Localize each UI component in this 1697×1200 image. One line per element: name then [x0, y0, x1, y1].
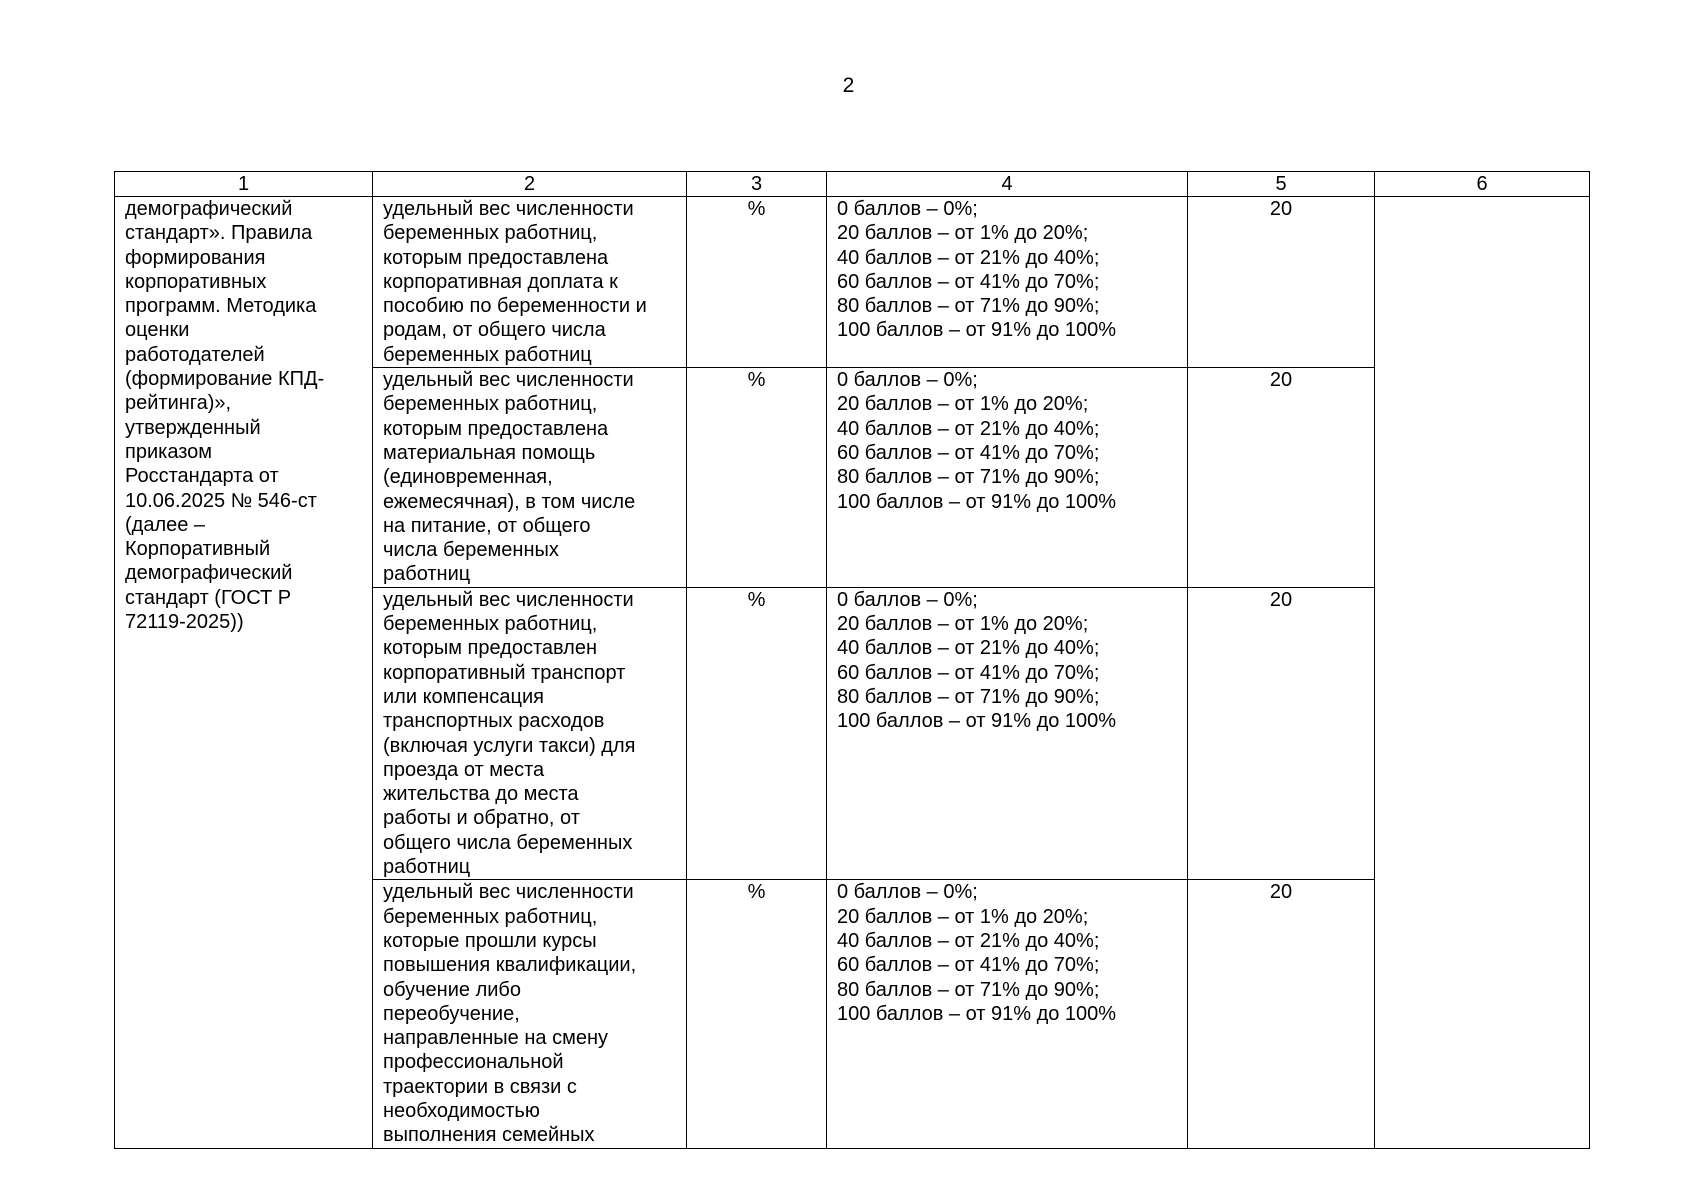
- reference-line: оценки: [125, 319, 190, 342]
- indicator-line: материальная помощь: [383, 441, 596, 464]
- reference-line: формирования: [125, 246, 266, 269]
- indicator-line: траектории в связи с: [383, 1075, 577, 1098]
- indicator-line: работниц: [383, 856, 471, 879]
- scale-line: 20 баллов – от 1% до 20%;: [837, 613, 1089, 636]
- reference-line: утвержденный: [125, 416, 261, 439]
- indicator-line: повышения квалификации,: [383, 954, 637, 977]
- indicator-line: которым предоставлен: [383, 637, 598, 660]
- unit-cell: %: [687, 197, 827, 368]
- scale-line: 80 баллов – от 71% до 90%;: [837, 685, 1100, 708]
- scale-line: 60 баллов – от 41% до 70%;: [837, 270, 1100, 293]
- indicator-line: необходимостью: [383, 1099, 540, 1122]
- column-header: 2: [373, 172, 687, 197]
- scale-line: 80 баллов – от 71% до 90%;: [837, 466, 1100, 489]
- indicator-line: направленные на смену: [383, 1027, 608, 1050]
- indicator-line: удельный вес численности: [383, 369, 634, 392]
- scale-line: 20 баллов – от 1% до 20%;: [837, 222, 1089, 245]
- indicator-line: пособию по беременности и: [383, 295, 647, 318]
- column-header: 1: [115, 172, 373, 197]
- indicator-line: переобучение,: [383, 1002, 520, 1025]
- reference-line: стандарт». Правила: [125, 222, 313, 245]
- scale-line: 100 баллов – от 91% до 100%: [837, 490, 1117, 513]
- column-header: 4: [827, 172, 1188, 197]
- weight-cell: 20: [1188, 880, 1375, 1148]
- indicator-line: (включая услуги такси) для: [383, 734, 636, 757]
- indicator-line: на питание, от общего: [383, 514, 591, 537]
- indicator-line: удельный вес численности: [383, 881, 634, 904]
- column-header: 6: [1375, 172, 1590, 197]
- page-number: 2: [842, 74, 855, 97]
- indicator-line: которые прошли курсы: [383, 929, 597, 952]
- criteria-table: [114, 171, 1590, 1149]
- scale-line: 20 баллов – от 1% до 20%;: [837, 905, 1089, 928]
- scale-line: 0 баллов – 0%;: [837, 369, 978, 392]
- indicator-line: ежемесячная), в том числе: [383, 490, 636, 513]
- reference-line: Росстандарта от: [125, 465, 279, 488]
- indicator-cell: [373, 368, 687, 588]
- indicator-line: или компенсация: [383, 685, 544, 708]
- indicator-line: профессиональной: [383, 1051, 564, 1074]
- indicator-line: родам, от общего числа: [383, 319, 606, 342]
- indicator-line: беременных работниц,: [383, 613, 598, 636]
- column-header: 3: [687, 172, 827, 197]
- scale-line: 60 баллов – от 41% до 70%;: [837, 954, 1100, 977]
- table-row: [115, 197, 1590, 368]
- scale-line: 60 баллов – от 41% до 70%;: [837, 441, 1100, 464]
- indicator-line: беременных работниц,: [383, 905, 598, 928]
- indicator-line: корпоративный транспорт: [383, 661, 626, 684]
- scale-line: 40 баллов – от 21% до 40%;: [837, 929, 1100, 952]
- reference-line: программ. Методика: [125, 295, 317, 318]
- reference-line: рейтинга)»,: [125, 392, 232, 415]
- scale-line: 100 баллов – от 91% до 100%: [837, 1002, 1117, 1025]
- indicator-line: корпоративная доплата к: [383, 270, 618, 293]
- column-header: 5: [1188, 172, 1375, 197]
- scale-line: 0 баллов – 0%;: [837, 881, 978, 904]
- scale-line: 40 баллов – от 21% до 40%;: [837, 246, 1100, 269]
- reference-line: Корпоративный: [125, 538, 271, 561]
- scale-cell: [827, 880, 1188, 1148]
- indicator-line: числа беременных: [383, 539, 559, 562]
- reference-line: корпоративных: [125, 270, 267, 293]
- unit-cell: %: [687, 587, 827, 880]
- scale-line: 40 баллов – от 21% до 40%;: [837, 637, 1100, 660]
- scale-line: 100 баллов – от 91% до 100%: [837, 319, 1117, 342]
- header-row: [115, 172, 1590, 197]
- indicator-line: обучение либо: [383, 978, 521, 1001]
- reference-line: (далее –: [125, 513, 206, 536]
- reference-line: 10.06.2025 № 546-ст: [125, 489, 317, 512]
- reference-line: (формирование КПД-: [125, 368, 325, 391]
- indicator-line: работы и обратно, от: [383, 807, 580, 830]
- indicator-line: удельный вес численности: [383, 198, 634, 220]
- weight-cell: 20: [1188, 587, 1375, 880]
- reference-line: приказом: [125, 440, 213, 463]
- indicator-line: которым предоставлена: [383, 246, 609, 269]
- indicator-line: работниц: [383, 563, 471, 586]
- indicator-line: беременных работниц,: [383, 222, 598, 245]
- indicator-line: которым предоставлена: [383, 417, 609, 440]
- reference-line: стандарт (ГОСТ Р: [125, 586, 292, 609]
- scale-line: 40 баллов – от 21% до 40%;: [837, 417, 1100, 440]
- indicator-line: (единовременная,: [383, 466, 553, 489]
- reference-line: работодателей: [125, 343, 265, 366]
- scale-line: 80 баллов – от 71% до 90%;: [837, 978, 1100, 1001]
- reference-line: демографический: [125, 198, 293, 220]
- unit-cell: %: [687, 880, 827, 1148]
- weight-cell: 20: [1188, 368, 1375, 588]
- indicator-line: беременных работниц,: [383, 393, 598, 416]
- indicator-line: проезда от места: [383, 758, 545, 781]
- indicator-line: выполнения семейных: [383, 1124, 595, 1147]
- weight-cell: 20: [1188, 197, 1375, 368]
- document-reference-cell: [115, 197, 373, 1149]
- scale-line: 80 баллов – от 71% до 90%;: [837, 295, 1100, 318]
- scale-line: 60 баллов – от 41% до 70%;: [837, 661, 1100, 684]
- empty-column-cell: [1375, 197, 1590, 1149]
- indicator-cell: [373, 880, 687, 1148]
- scale-cell: [827, 587, 1188, 880]
- unit-cell: %: [687, 368, 827, 588]
- indicator-line: транспортных расходов: [383, 710, 605, 733]
- indicator-line: жительства до места: [383, 783, 579, 806]
- scale-line: 0 баллов – 0%;: [837, 198, 978, 220]
- indicator-cell: [373, 587, 687, 880]
- scale-line: 20 баллов – от 1% до 20%;: [837, 393, 1089, 416]
- scale-line: 100 баллов – от 91% до 100%: [837, 710, 1117, 733]
- indicator-line: беременных работниц: [383, 343, 592, 366]
- scale-cell: [827, 197, 1188, 368]
- scale-cell: [827, 368, 1188, 588]
- reference-line: демографический: [125, 562, 293, 585]
- scale-line: 0 баллов – 0%;: [837, 588, 978, 611]
- indicator-line: удельный вес численности: [383, 588, 634, 611]
- indicator-cell: [373, 197, 687, 368]
- indicator-line: общего числа беременных: [383, 831, 633, 854]
- reference-line: 72119-2025)): [125, 611, 244, 634]
